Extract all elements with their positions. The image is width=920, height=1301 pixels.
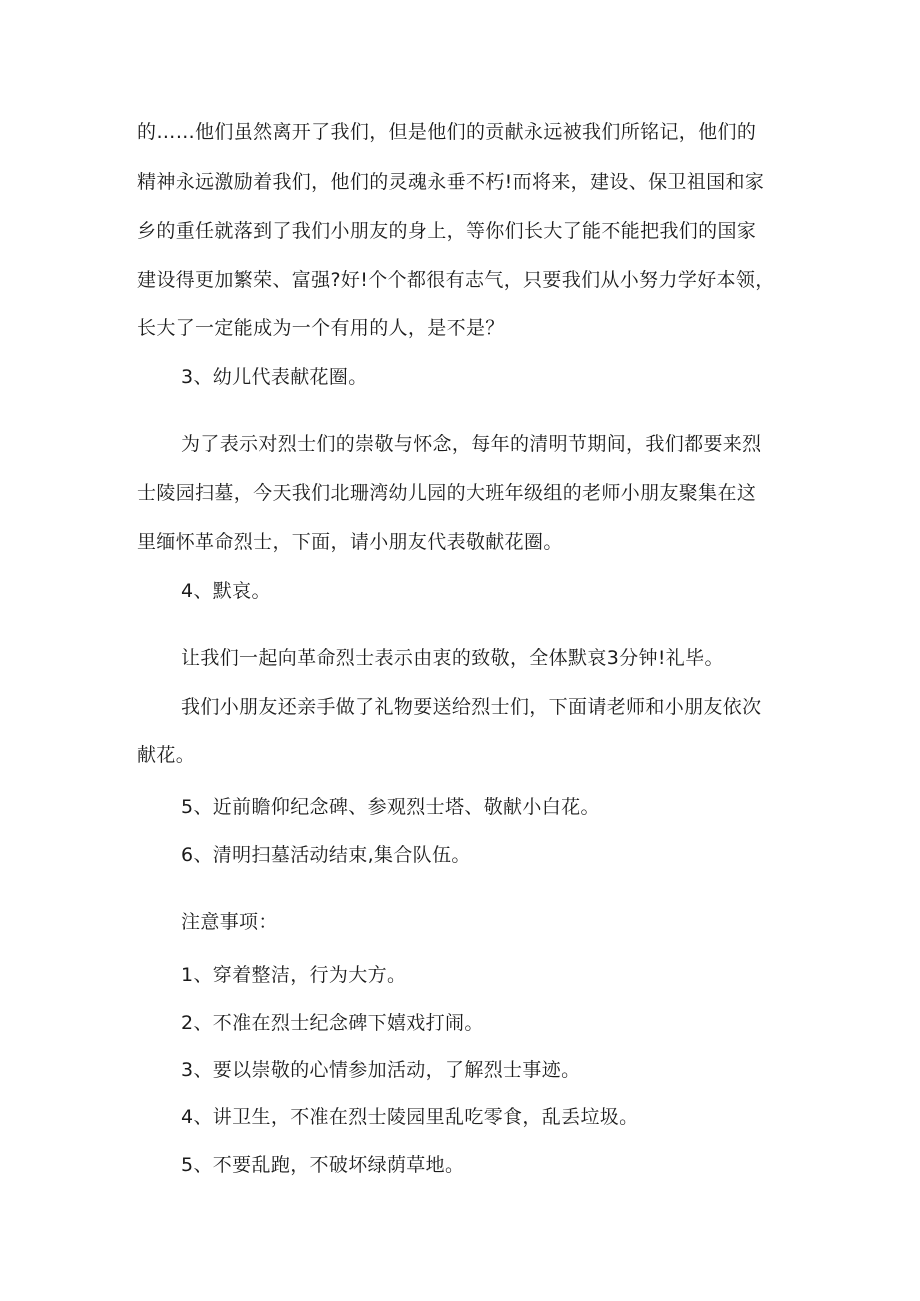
paragraph-1-line-2: 精神永远激励着我们，他们的灵魂永垂不朽!而将来，建设、保卫祖国和家 <box>137 171 765 193</box>
paragraph-3: 让我们一起向革命烈士表示由衷的致敬，全体默哀3分钟!礼毕。 <box>181 647 724 669</box>
notes-heading: 注意事项： <box>181 911 278 933</box>
paragraph-2-line-3: 里缅怀革命烈士，下面，请小朋友代表敬献花圈。 <box>137 531 563 553</box>
paragraph-1-line-4: 建设得更加繁荣、富强?好!个个都很有志气，只要我们从小努力学好本领， <box>137 269 775 291</box>
paragraph-1-line-5: 长大了一定能成为一个有用的人，是不是？ <box>137 317 505 339</box>
paragraph-1-line-1: 的……他们虽然离开了我们，但是他们的贡献永远被我们所铭记，他们的 <box>137 121 757 143</box>
note-item-5: 5、不要乱跑，不破坏绿荫草地。 <box>181 1154 465 1176</box>
step-6-heading: 6、清明扫墓活动结束,集合队伍。 <box>181 844 471 866</box>
note-item-4: 4、讲卫生，不准在烈士陵园里乱吃零食，乱丢垃圾。 <box>181 1106 639 1128</box>
note-item-2: 2、不准在烈士纪念碑下嬉戏打闹。 <box>181 1012 484 1034</box>
paragraph-4-line-2: 献花。 <box>137 744 196 766</box>
note-item-3: 3、要以崇敬的心情参加活动，了解烈士事迹。 <box>181 1059 581 1081</box>
paragraph-1-line-3: 乡的重任就落到了我们小朋友的身上，等你们长大了能不能把我们的国家 <box>137 220 757 242</box>
paragraph-2-line-1: 为了表示对烈士们的崇敬与怀念，每年的清明节期间，我们都要来烈 <box>181 433 762 455</box>
note-item-1: 1、穿着整洁，行为大方。 <box>181 964 407 986</box>
paragraph-4-line-1: 我们小朋友还亲手做了礼物要送给烈士们，下面请老师和小朋友依次 <box>181 696 762 718</box>
step-5-heading: 5、近前瞻仰纪念碑、参观烈士塔、敬献小白花。 <box>181 796 600 818</box>
paragraph-2-line-2: 士陵园扫墓，今天我们北珊湾幼儿园的大班年级组的老师小朋友聚集在这 <box>137 482 757 504</box>
step-3-heading: 3、幼儿代表献花圈。 <box>181 366 368 388</box>
step-4-heading: 4、默哀。 <box>181 580 271 602</box>
